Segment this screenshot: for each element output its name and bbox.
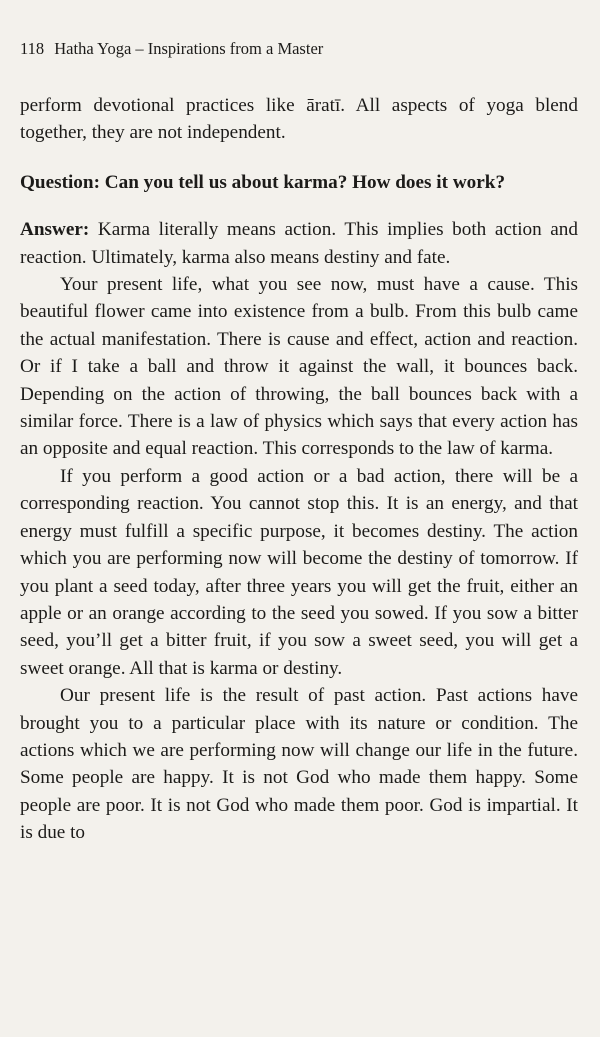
answer-paragraph <box>20 216 578 271</box>
answer-label: Answer: <box>20 219 90 241</box>
body-text <box>20 92 578 847</box>
paragraph-destiny: If you perform a good action or a bad action, there will be a corresponding reaction. You cannot stop this. It is an energy, and that energy must fulfill a specific purpose, it becomes destiny. The action which you are performing now will become the destiny of tomorrow. If you plant a seed today, after three years you will get the fruit, either an apple or an orange according to the seed you sowed. If you sow a bitter seed, you’ll get a bitter fruit, if you sow a sweet seed, you will get a sweet orange. All that is karma or destiny. <box>20 465 578 679</box>
book-title: Hatha Yoga – Inspirations from a Master <box>54 39 324 58</box>
question-heading: Question: Can you tell us about karma? How does it work? <box>20 171 506 193</box>
running-head <box>20 38 578 60</box>
paragraph-cause: Your present life, what you see now, must have a cause. This beautiful flower came into existence from a bulb. From this bulb came the actual manifestation. There is cause and effect, action and reaction. Or if I take a ball and throw it against the wall, it bounces back. Depending on the action of throwing, the ball bounces back with a similar force. There is a law of physics which says that every action has an opposite and equal reaction. This corresponds to the law of karma. <box>20 274 578 460</box>
opening-paragraph: perform devotional practices like āratī. All aspects of yoga blend together, they are not independent. <box>20 95 578 144</box>
paragraph-past-action: Our present life is the result of past action. Past actions have brought you to a particular place with its nature or condition. The actions which we are performing now will change our life in the future. Some people are happy. It is not God who made them happy. Some people are poor. It is not God who made them poor. God is impartial. It is due to <box>20 685 578 844</box>
answer-text: Karma literally means action. This implies both action and reaction. Ultimately, karma also means destiny and fate. <box>20 219 578 268</box>
page-number: 118 <box>20 39 45 58</box>
